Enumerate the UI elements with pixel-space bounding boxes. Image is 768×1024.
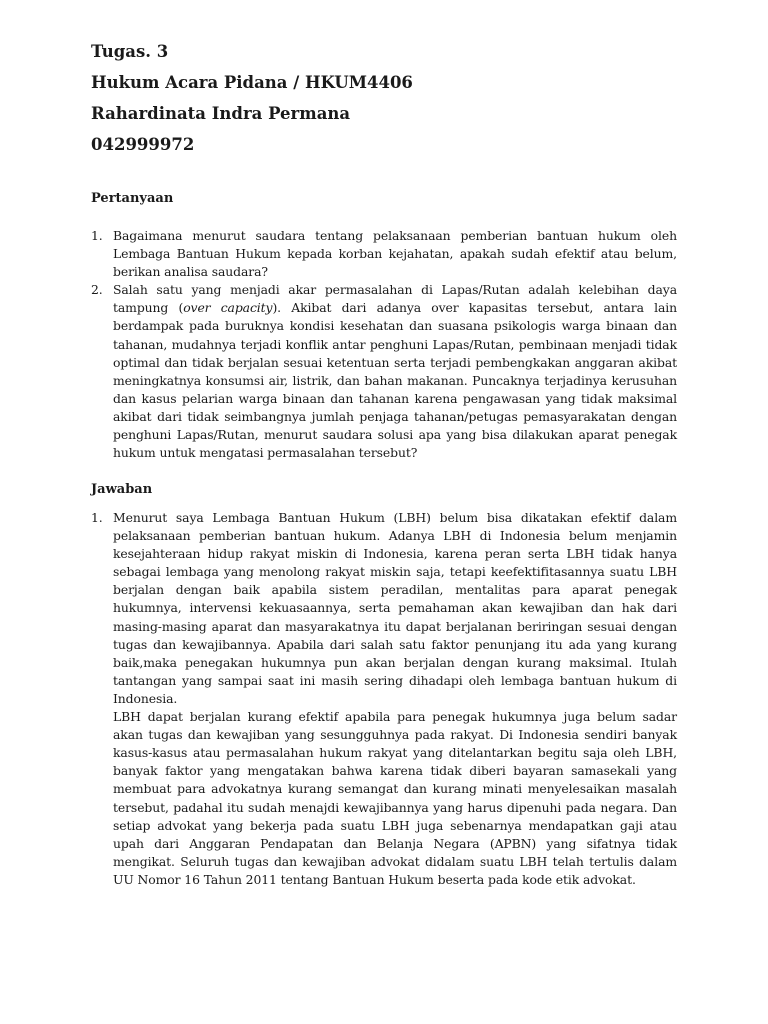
question-text [113,227,677,281]
answer-paragraph: LBH dapat berjalan kurang efektif apabila para penegak hukumnya juga belum sadar akan tugas dan kewajiban yang sesungguhnya pada rakyat. Di Indonesia sendiri banyak kasus-kasus atau permasalahan hukum rakyat yang ditelantarkan begitu saja oleh LBH, banyak faktor yang mengatakan bahwa karena tidak diberi bayaran samasekali yang membuat para advokatnya kurang semangat dan kurang minati menyelesaikan masalah tersebut, padahal itu sudah menajdi kewajibannya yang harus dipenuhi pada negara. Dan setiap advokat yang bekerja pada suatu LBH juga sebenarnya mendapatkan gaji atau upah dari Anggaran Pendapatan dan Belanja Negara (APBN) yang sifatnya tidak mengikat. Seluruh tugas dan kewajiban advokat didalam suatu LBH telah tertulis dalam UU Nomor 16 Tahun 2011 tentang Bantuan Hukum beserta pada kode etik advokat. [113,709,677,887]
questions-list [91,227,677,462]
question-text-run: Bagaimana menurut saudara tentang pelaksanaan pemberian bantuan hukum oleh Lembaga Bantuan Hukum kepada korban kejahatan, apakah sudah efektif atau belum, berikan analisa saudara? [113,228,677,280]
answers-list [91,509,677,889]
document-header [91,36,691,160]
question-item [91,281,677,462]
answer-paragraph: Menurut saya Lembaga Bantuan Hukum (LBH) belum bisa dikatakan efektif dalam pelaksanaan pemberian bantuan hukum. Adanya LBH di Indonesia belum menjamin kesejahteraan hidup rakyat miskin di Indonesia, karena peran serta LBH tidak hanya sebagai lembaga yang menolong rakyat miskin saja, tetapi keefektifitasannya suatu LBH berjalan dengan baik apabila sistem peradilan, mentalitas para aparat penegak hukumnya, intervensi kekuasaannya, serta pemahaman akan kewajiban dan hak dari masing-masing aparat dan masyarakatnya itu dapat berjalanan beriringan sesuai dengan tugas dan kewajibannya. Apabila dari salah satu faktor penunjang itu ada yang kurang baik,maka penegakan hukumnya pun akan berjalan dengan kurang maksimal. Itulah tantangan yang sampai saat ini masih sering dihadapi oleh lembaga bantuan hukum di Indonesia. [113,510,677,706]
question-item [91,227,677,281]
student-name: Rahardinata Indra Permana [91,104,351,123]
question-number: 2. [91,282,103,298]
assignment-title: Tugas. 3 [91,42,169,61]
question-text-run: ). Akibat dari adanya over kapasitas tersebut, antara lain berdampak pada buruknya kondisi kesehatan dan suasana psikologis warga binaan dan tahanan, mudahnya terjadi konflik antar penghuni Lapas/Rutan, pembinaan menjadi tidak optimal dan tidak berjalan sesuai ketentuan serta terjadi pembengkakan anggaran akibat meningkatnya konsumsi air, listrik, dan bahan makanan. Puncaknya terjadinya kerusuhan dan kasus pelarian warga binaan dan tahanan karena pengawasan yang tidak maksimal akibat dari tidak seimbangnya jumlah penjaga tahanan/petugas pemasyarakatan dengan penghuni Lapas/Rutan, menurut saudara solusi apa yang bisa dilakukan aparat penegak hukum untuk mengatasi permasalahan tersebut? [113,300,677,461]
question-text-italic: over capacity [183,300,273,316]
course-name: Hukum Acara Pidana / HKUM4406 [91,73,413,92]
question-text-run: Salah satu yang menjadi akar permasalahan di Lapas/Rutan adalah kelebihan daya tampung ( [113,282,677,316]
questions-heading: Pertanyaan [91,191,174,206]
answer-item [91,509,677,889]
answer-number: 1. [91,510,103,525]
student-id: 042999972 [91,135,195,154]
question-text [113,281,677,462]
answers-heading: Jawaban [91,482,153,497]
question-number: 1. [91,228,103,243]
